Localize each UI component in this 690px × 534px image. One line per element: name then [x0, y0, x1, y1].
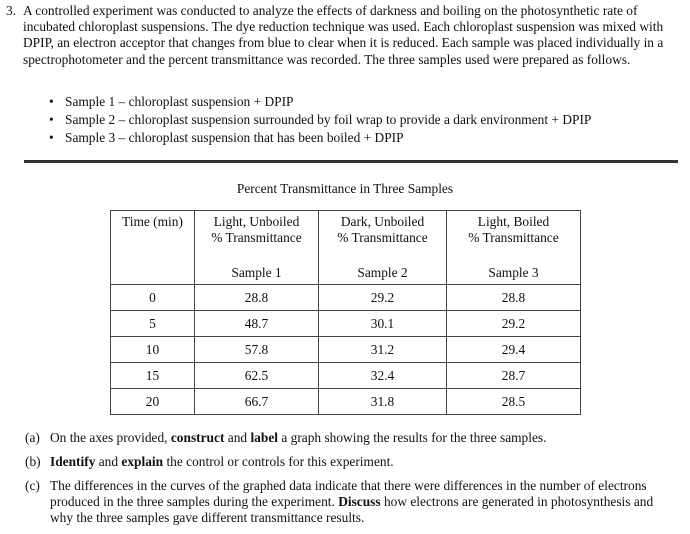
header-line1: Dark, Unboiled [340, 214, 425, 229]
keyword: label [250, 430, 278, 445]
question-number: 3. [6, 3, 17, 18]
question-label: (a) [25, 430, 40, 445]
intro-paragraph: A controlled experiment was conducted to analyze the effects of darkness and boiling on the photosynthetic rate of incubated chloroplast suspensions. The dye reduction technique was used. Each chloroplast suspension was mixed with DPIP, an electron acceptor that changes from blue to clear when it is reduced. Each sample was placed individually in a spectrophotometer and the percent transmittance was recorded. The three samples used were prepared as follows. [23, 3, 664, 67]
cell-sample-2: 31.8 [319, 389, 447, 415]
table-row [111, 389, 581, 415]
question-c [25, 478, 675, 526]
sample-label: Sample 2 [357, 265, 408, 280]
question-label: (b) [25, 454, 41, 469]
header-line2: % Transmittance [468, 230, 559, 245]
cell-time: 20 [111, 389, 195, 415]
cell-sample-3: 29.4 [447, 337, 581, 363]
cell-sample-3: 28.8 [447, 285, 581, 311]
cell-sample-2: 32.4 [319, 363, 447, 389]
question-label: (c) [25, 478, 40, 493]
question-text: On the axes provided, [50, 430, 171, 445]
question-text: the control or controls for this experiment. [163, 454, 394, 469]
header-line2: % Transmittance [211, 230, 302, 245]
header-time: Time (min) [111, 211, 195, 285]
sample-item-1: • Sample 1 – chloroplast suspension + DPIP [49, 93, 591, 111]
cell-sample-2: 30.1 [319, 311, 447, 337]
question-text: a graph showing the results for the three samples. [277, 430, 547, 445]
keyword: explain [121, 454, 164, 469]
table-header-row [111, 211, 581, 285]
question-b [25, 454, 675, 470]
table-caption: Percent Transmittance in Three Samples [236, 181, 454, 196]
question-intro [6, 3, 686, 68]
cell-time: 15 [111, 363, 195, 389]
table-row [111, 337, 581, 363]
cell-sample-1: 28.8 [195, 285, 319, 311]
keyword: construct [170, 430, 225, 445]
cell-sample-1: 57.8 [195, 337, 319, 363]
header-sample-2 [319, 211, 447, 285]
header-line1: Light, Unboiled [213, 214, 300, 229]
sample-label: Sample 1 [231, 265, 282, 280]
cell-sample-2: 31.2 [319, 337, 447, 363]
cell-sample-3: 29.2 [447, 311, 581, 337]
cell-sample-2: 29.2 [319, 285, 447, 311]
question-text: how electrons are generated in photosynthesis and why the three samples gave different transmittance results. [50, 494, 654, 525]
header-sample-1 [195, 211, 319, 285]
divider [24, 160, 678, 163]
sample-item-3: • Sample 3 – chloroplast suspension that has been boiled + DPIP [49, 129, 591, 147]
question-text: and [95, 454, 122, 469]
cell-sample-1: 66.7 [195, 389, 319, 415]
keyword: Identify [50, 454, 96, 469]
header-line2: % Transmittance [337, 230, 428, 245]
question-text: The differences in the curves of the graphed data indicate that there were differences in the number of electrons produced in the three samples during the experiment. [50, 478, 647, 509]
sample-item-2: • Sample 2 – chloroplast suspension surrounded by foil wrap to provide a dark environment + DPIP [49, 111, 591, 129]
sub-questions [25, 430, 675, 534]
header-sample-3 [447, 211, 581, 285]
header-line1: Light, Boiled [477, 214, 550, 229]
sample-label: Sample 3 [488, 265, 539, 280]
cell-sample-3: 28.7 [447, 363, 581, 389]
transmittance-table [110, 210, 581, 415]
table-row [111, 311, 581, 337]
question-text: and [224, 430, 251, 445]
cell-sample-3: 28.5 [447, 389, 581, 415]
cell-time: 0 [111, 285, 195, 311]
cell-sample-1: 48.7 [195, 311, 319, 337]
cell-time: 10 [111, 337, 195, 363]
question-a [25, 430, 675, 446]
table-row [111, 363, 581, 389]
keyword: Discuss [338, 494, 381, 509]
table-row [111, 285, 581, 311]
sample-list [49, 93, 591, 147]
cell-time: 5 [111, 311, 195, 337]
cell-sample-1: 62.5 [195, 363, 319, 389]
